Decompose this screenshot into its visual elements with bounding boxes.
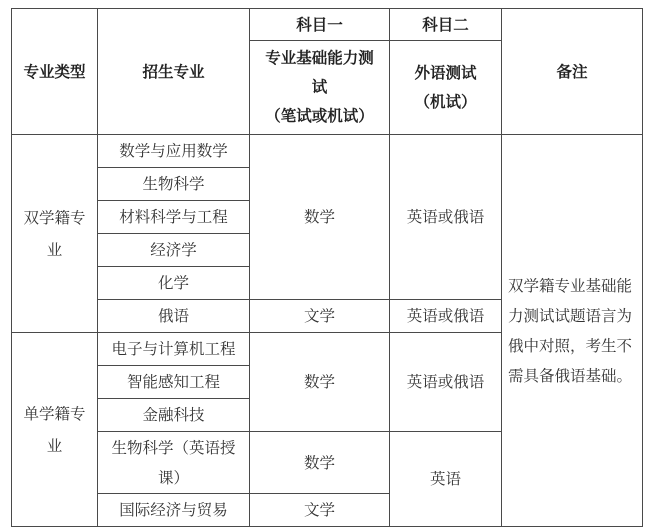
header-subject1-line1: 专业基础能力测 xyxy=(265,49,374,67)
header-subject2-line2: （机试） xyxy=(414,92,477,111)
subject1-cell: 数学 xyxy=(250,135,390,300)
major-cell: 材料科学与工程 xyxy=(98,201,250,234)
subject2-cell: 英语或俄语 xyxy=(390,300,502,333)
header-type: 专业类型 xyxy=(12,9,98,135)
subject2-cell: 英语 xyxy=(390,432,502,527)
group-type-single: 单学籍专业 xyxy=(12,333,98,527)
major-cell: 数学与应用数学 xyxy=(98,135,250,168)
header-subject2: 科目二 xyxy=(390,9,502,41)
subject1-cell: 文学 xyxy=(250,494,390,527)
header-subject2-detail xyxy=(390,41,502,135)
header-subject1-line2: 试 xyxy=(311,78,328,96)
subject1-cell: 文学 xyxy=(250,300,390,333)
major-cell: 经济学 xyxy=(98,234,250,267)
header-major: 招生专业 xyxy=(98,9,250,135)
major-cell: 国际经济与贸易 xyxy=(98,494,250,527)
header-note: 备注 xyxy=(502,9,643,135)
major-cell: 金融科技 xyxy=(98,399,250,432)
major-cell: 俄语 xyxy=(98,300,250,333)
header-subject1-line3: （笔试或机试） xyxy=(265,107,374,125)
major-cell: 生物科学（英语授课） xyxy=(98,432,250,494)
header-subject2-line1: 外语测试 xyxy=(414,63,477,82)
header-subject1: 科目一 xyxy=(250,9,390,41)
subject2-cell: 英语或俄语 xyxy=(390,135,502,300)
group-type-dual: 双学籍专业 xyxy=(12,135,98,333)
major-cell: 电子与计算机工程 xyxy=(98,333,250,366)
header-subject1-detail xyxy=(250,41,390,135)
major-cell: 生物科学 xyxy=(98,168,250,201)
major-cell: 化学 xyxy=(98,267,250,300)
subject1-cell: 数学 xyxy=(250,333,390,432)
note-cell: 双学籍专业基础能力测试试题语言为俄中对照，考生不需具备俄语基础。 xyxy=(502,135,643,527)
subject1-cell: 数学 xyxy=(250,432,390,494)
admission-subjects-table xyxy=(11,8,643,527)
major-cell: 智能感知工程 xyxy=(98,366,250,399)
subject2-cell: 英语或俄语 xyxy=(390,333,502,432)
